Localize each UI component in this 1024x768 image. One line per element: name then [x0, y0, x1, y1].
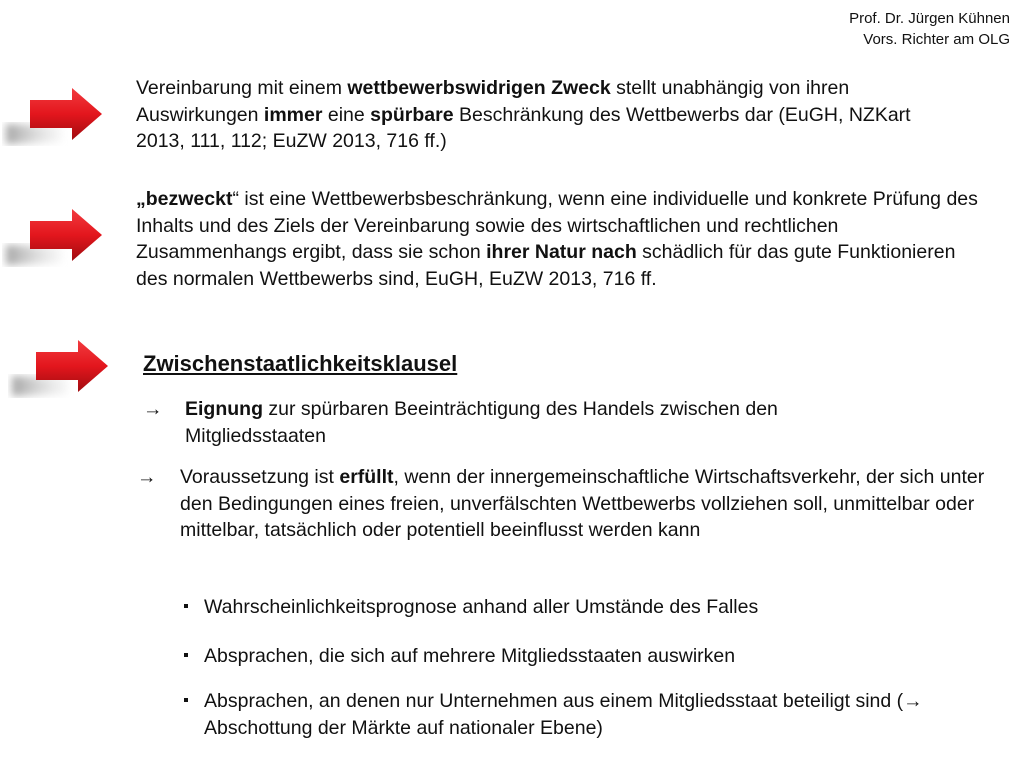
paragraph-purpose: [136, 75, 956, 155]
author-name: Prof. Dr. Jürgen Kühnen: [849, 10, 1010, 27]
bold-text: spürbare: [370, 103, 454, 126]
bullet-icon: [184, 698, 188, 702]
text: zur spürbaren Beeinträchtigung des Handels zwischen den Mitgliedsstaaten: [185, 398, 778, 447]
point-text: [137, 464, 987, 544]
bullet-item: [184, 594, 984, 621]
bullet-text: Absprachen, die sich auf mehrere Mitgliedsstaaten auswirken: [204, 645, 736, 667]
red-arrow-icon: [2, 84, 112, 164]
text: , wenn der innergemeinschaftliche Wirtschaftsverkehr, der sich unter den Bedingungen eines freien, unverfälschten Wettbewerbs vollziehen soll, unmittelbar oder mittelbar, tatsächlich oder potentiell beeinflusst werden kann: [180, 466, 985, 541]
section-heading: Zwischenstaatlichkeitsklausel: [143, 351, 458, 376]
text: “ ist eine Wettbewerbsbeschränkung, wenn eine individuelle und konkrete Prüfung des Inhalts und des Ziels der Vereinbarung sowie des wirtschaftlichen und rechtlichen Zusammenhangs ergibt, dass sie schon: [136, 188, 978, 263]
red-arrow-icon: [2, 205, 112, 285]
bold-text: immer: [263, 103, 323, 126]
bullet-text: Wahrscheinlichkeitsprognose anhand aller Umstände des Falles: [204, 596, 759, 618]
point-eignung: [143, 396, 903, 449]
point-voraussetzung: [137, 464, 987, 544]
arrow-symbol: →: [143, 398, 163, 420]
author-header: [849, 8, 1010, 50]
text: Vereinbarung mit einem: [136, 77, 348, 99]
paragraph-bezweckt: [136, 186, 978, 292]
bold-text: Eignung: [185, 398, 263, 420]
text: stellt unabhängig von ihren Auswirkungen: [136, 77, 850, 126]
point-text: [143, 396, 903, 449]
red-arrow-icon: [8, 336, 118, 416]
text: Voraussetzung ist: [180, 466, 340, 488]
bullet-item: [184, 688, 974, 741]
author-title: Vors. Richter am OLG: [863, 31, 1010, 48]
bold-text: ihrer Natur nach: [486, 241, 637, 263]
text: schädlich für das gute Funktionieren des normalen Wettbewerbs sind, EuGH, EuZW 2013, 716 ff.: [136, 241, 956, 290]
bullet-item: [184, 643, 984, 670]
bullet-icon: [184, 604, 188, 608]
text: eine: [322, 103, 371, 126]
text: Beschränkung des Wettbewerbs dar (EuGH, NZKart 2013, 111, 112; EuZW 2013, 716 ff.): [136, 103, 911, 152]
bold-text: „bezweckt: [136, 188, 233, 210]
bullet-text: Absprachen, an denen nur Unternehmen aus einem Mitgliedsstaat beteiligt sind (→ Abschottung der Märkte auf nationaler Ebene): [204, 690, 923, 739]
bullet-icon: [184, 653, 188, 657]
bold-text: erfüllt: [339, 466, 394, 488]
bold-text: wettbewerbswidrigen Zweck: [347, 77, 611, 99]
arrow-symbol: →: [137, 466, 157, 488]
